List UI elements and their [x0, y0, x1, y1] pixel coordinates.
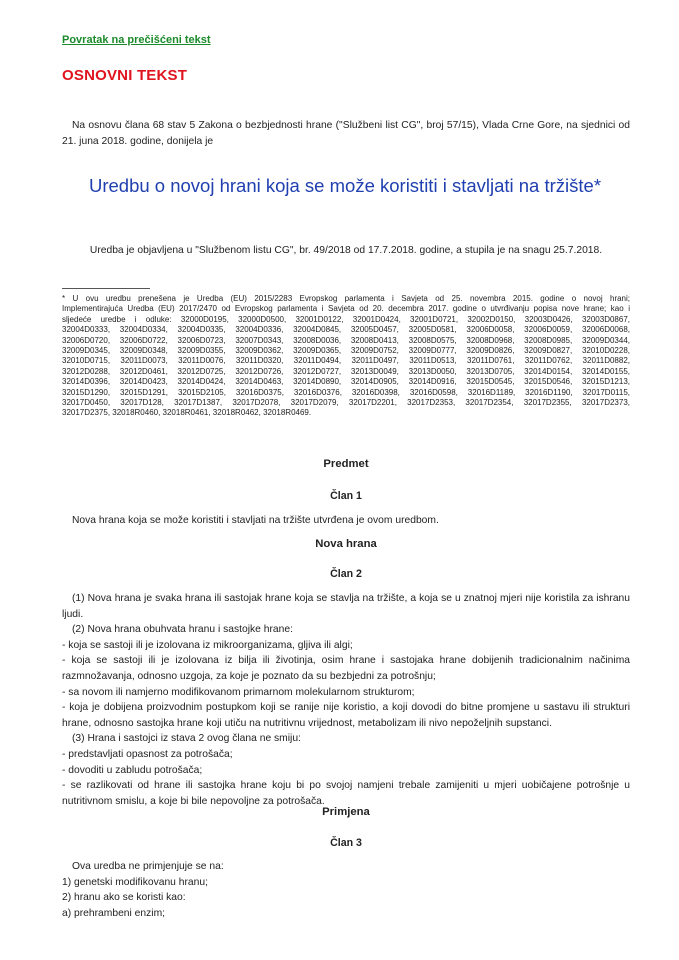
list-item: 2) hranu ako se koristi kao: — [62, 892, 186, 904]
article-3-text — [62, 859, 630, 921]
footnote-line: 32014D0396, 32014D0423, 32014D0424, 32014D0463, 32014D0890, 32014D0905, 32014D0916, 32015D0545, 32015D0546, 32015D1213, — [62, 377, 630, 387]
regulation-title: Uredbu o novoj hrani koja se može koristiti i stavljati na tržište* — [88, 175, 602, 196]
paragraph: (1) Nova hrana je svaka hrana ili sastojak hrane koja se stavlja na tržište, a koja se u znatnoj mjeri nije koristila za ishranu ljudi. — [62, 593, 630, 620]
basic-text-label: OSNOVNI TEKST — [62, 67, 188, 84]
section-heading-predmet: Predmet — [323, 458, 369, 470]
back-to-consolidated-link[interactable]: Povratak na prečišćeni tekst — [62, 34, 211, 46]
section-heading-primjena: Primjena — [322, 806, 370, 818]
paragraph: (2) Nova hrana obuhvata hranu i sastojke hrane: — [72, 624, 293, 636]
paragraph: (3) Hrana i sastojci iz stava 2 ovog člana ne smiju: — [72, 733, 301, 745]
list-item: - koja je dobijena proizvodnim postupkom koji se ranije nije koristio, a koji dovodi do bitne promjene u sastavu ili strukturi hrane, odnosno sastojka hrane koji utiču na nutritivnu vrijednost, metabolizam ili nivo nepoželjnih supstanci. — [62, 702, 630, 729]
footnote-line: 32004D0333, 32004D0334, 32004D0335, 32004D0336, 32004D0845, 32005D0457, 32005D0581, 32006D0058, 32006D0059, 32006D0068, — [62, 325, 630, 335]
section-heading-nova-hrana: Nova hrana — [315, 538, 377, 550]
preamble: Na osnovu člana 68 stav 5 Zakona o bezbjednosti hrane ("Službeni list CG", broj 57/15), Vlada Crne Gore, na sjednici od 21. juna 2018. godine, donijela je — [62, 120, 630, 147]
footnote-divider — [62, 288, 150, 289]
footnote-line: 32006D0720, 32006D0722, 32006D0723, 32007D0343, 32008D0036, 32008D0413, 32008D0575, 32008D0968, 32008D0985, 32009D0344, — [62, 335, 630, 345]
footnote-line: sljedeće uredbe i odluke: 32000D0195, 32000D0500, 32001D0122, 32001D0424, 32001D0721, 32002D0150, 32003D0426, 32003D0867, — [62, 314, 630, 324]
footnote — [62, 294, 630, 419]
list-item: - predstavljati opasnost za potrošača; — [62, 748, 233, 760]
footnote-line: 32009D0345, 32009D0348, 32009D0355, 32009D0362, 32009D0365, 32009D0752, 32009D0777, 32009D0826, 32009D0827, 32010D0228, — [62, 346, 630, 356]
publication-note: Uredba je objavljena u "Službenom listu CG", br. 49/2018 od 17.7.2018. godine, a stupila je na snagu 25.7.2018. — [89, 245, 603, 256]
list-item: - sa novom ili namjerno modifikovanom primarnom molekularnom strukturom; — [62, 686, 415, 698]
article-2-label: Član 2 — [330, 568, 362, 580]
list-item: - koja se sastoji ili je izolovana iz bilja ili životinja, osim hrane i sastojaka hrane dobijenih tradicionalnim načinima razmnožavanja, odnosno uzgoja, za koje je poznato da su bezbjedni za potrošnju; — [62, 655, 630, 682]
footnote-line: 32015D1290, 32015D1291, 32015D2105, 32016D0375, 32016D0376, 32016D0398, 32016D0598, 32016D1189, 32016D1190, 32017D0115, — [62, 387, 630, 397]
footnote-line: 32012D0288, 32012D0461, 32012D0725, 32012D0726, 32012D0727, 32013D0049, 32013D0050, 32013D0705, 32014D0154, 32014D0155, — [62, 366, 630, 376]
list-item: - dovoditi u zabludu potrošača; — [62, 764, 203, 776]
article-2-text — [62, 591, 630, 809]
footnote-line: Implementirajuća Uredba (EU) 2017/2470 od Evropskog parlamenta i Savjeta od 20. decembra 2017. godine o utvrđivanju popisa nove hrane; kao i — [62, 304, 630, 314]
article-1-text — [62, 513, 630, 529]
footnote-line: 32010D0715, 32011D0073, 32011D0076, 32011D0320, 32011D0494, 32011D0497, 32011D0513, 32011D0761, 32011D0762, 32011D0882, — [62, 356, 630, 366]
footnote-line: 32017D2375, 32018R0460, 32018R0461, 32018R0462, 32018R0469. — [62, 408, 312, 418]
list-item: - koja se sastoji ili je izolovana iz mikroorganizama, gljiva ili algi; — [62, 639, 353, 651]
list-item: a) prehrambeni enzim; — [62, 907, 166, 919]
article-3-label: Član 3 — [330, 837, 362, 849]
footnote-line: * U ovu uredbu prenešena je Uredba (EU) 2015/2283 Evropskog parlamenta i Savjeta od 25. novembra 2015. godine o novoj hrani; — [62, 294, 630, 303]
paragraph: Nova hrana koja se može koristiti i stavljati na tržište utvrđena je ovom uredbom. — [72, 515, 439, 526]
list-item: - se razlikovati od hrane ili sastojka hrane koju bi po svojoj namjeni trebale zamijeniti u mjeri uobičajene potrošnje u nutritivnom smislu, a koje bi bile nepovoljne za potrošača. — [62, 780, 630, 807]
list-item: 1) genetski modifikovanu hranu; — [62, 876, 208, 888]
footnote-line: 32017D0450, 32017D128, 32017D1387, 32017D2078, 32017D2079, 32017D2201, 32017D2353, 32017D2354, 32017D2355, 32017D2373, — [62, 398, 630, 408]
article-1-label: Član 1 — [330, 490, 362, 502]
paragraph: Ova uredba ne primjenjuje se na: — [72, 861, 224, 872]
